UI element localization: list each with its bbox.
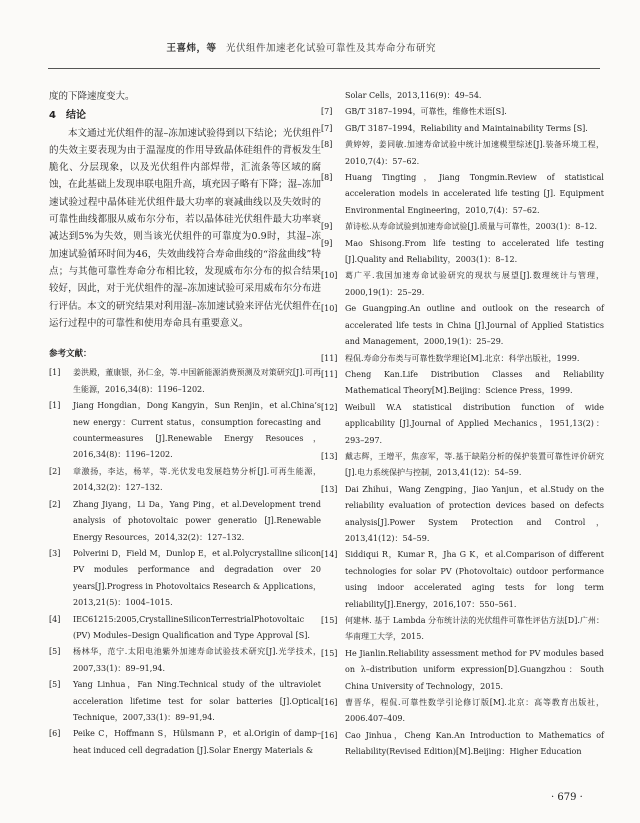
- reference-number: [321, 88, 345, 104]
- reference-text: Mao Shisong.From life testing to accelerated life testing [J].Quality and Reliability，2003(1)：8–12.: [345, 238, 604, 265]
- header-title: 光伏组件加速老化试验可靠性及其寿命分布研究: [225, 43, 436, 54]
- reference-item: [321, 547, 604, 613]
- reference-number: [16]: [321, 730, 338, 740]
- reference-item: [321, 236, 604, 269]
- reference-text: Peike C，Hoffmann S，Hülsmann P，et al.Origin of damp–heat induced cell degradation [J].Solar Energy Materials &: [73, 729, 321, 755]
- reference-text: Siddiqui R，Kumar R，Jha G K，et al.Comparison of different technologies for solar PV (Photovoltaic) outdoor performance using indoor accelerated aging tests for long term reliability[J].Energy，2016,107：550–561.: [345, 550, 604, 609]
- reference-item: [321, 121, 604, 137]
- reference-item: [321, 367, 604, 400]
- section-heading: [49, 107, 321, 124]
- reference-text: 曹晋华，程侃.可靠性数学引论修订版[M].北京：高等教育出版社，2006.407–409.: [345, 698, 604, 724]
- reference-text: Cao Jinhua，Cheng Kan.An Introduction to Mathematics of Reliability(Revised Edition)[M].Beijing：Higher Education: [345, 730, 604, 757]
- reference-number: [1]: [49, 368, 61, 378]
- reference-item: [321, 728, 604, 761]
- reference-text: He Jianlin.Reliability assessment method for PV modules based on λ–distribution uniform expression[D].Guangzhou：South China University of Technology，2015.: [345, 648, 604, 691]
- reference-number: [2]: [49, 499, 61, 509]
- reference-text: Huang Tingting，Jiang Tongmin.Review of statistical acceleration models in accelerated life testing [J]. Equipment Environmental Engineering，2010,7(4)：57–62.: [345, 173, 604, 215]
- reference-number: [11]: [321, 353, 338, 363]
- reference-item: [321, 646, 604, 695]
- reference-text: Polverini D，Field M，Dunlop E，et al.Polycrystalline silicon PV modules performance and degradation over 20 years[J].Progress in Photovoltaics Research & Applications，2013,21(5)：1004–1015.: [73, 548, 321, 608]
- header-authors: 王喜炜，等: [166, 43, 217, 54]
- reference-item: [49, 365, 321, 398]
- reference-item: [321, 268, 604, 301]
- references-title: 参考文献：: [49, 349, 92, 360]
- reference-number: [8]: [321, 173, 333, 183]
- reference-number: [9]: [321, 222, 333, 232]
- reference-number: [5]: [49, 647, 61, 657]
- reference-item: [49, 726, 321, 759]
- reference-text: 茆诗松.从寿命试验到加速寿命试验[J].质量与可靠性，2003(1)：8–12.: [345, 222, 598, 232]
- reference-number: [4]: [49, 614, 61, 624]
- reference-text: GB/T 3187–1994，Reliability and Maintainability Terms [S].: [345, 123, 588, 133]
- reference-number: [7]: [321, 123, 333, 133]
- reference-item: [321, 613, 604, 646]
- reference-item: [49, 398, 321, 464]
- reference-text: 章激扬，李达，杨苹，等.光伏发电发展趋势分析[J].可再生能源，2014,32(2)：127–132.: [73, 466, 321, 493]
- reference-item: [321, 449, 604, 482]
- reference-number: [5]: [49, 680, 61, 690]
- reference-item: [321, 482, 604, 548]
- reference-item: [321, 351, 604, 367]
- reference-number: [7]: [321, 107, 333, 117]
- reference-text: IEC61215:2005,CrystallineSiliconTerrestrialPhotovoltaic (PV) Modules–Design Qualification and Type Approval [S].: [73, 614, 310, 640]
- reference-text: 程侃.寿命分布类与可靠性数学理论[M].北京：科学出版社，1999.: [345, 353, 580, 363]
- reference-number: [11]: [321, 369, 338, 379]
- reference-number: [15]: [321, 648, 338, 658]
- header-text: [166, 40, 436, 54]
- references-list-left: [49, 365, 321, 759]
- section-number: 4: [49, 110, 56, 122]
- reference-number: [10]: [321, 271, 338, 281]
- reference-number: [15]: [321, 616, 338, 625]
- reference-text: Zhang Jiyang，Li Da，Yang Ping，et al.Development trend analysis of photovoltaic power generatio [J].Renewable Energy Resources，2014,32(2)：127–132.: [73, 499, 321, 542]
- reference-item: [321, 88, 604, 104]
- right-column: [321, 88, 604, 761]
- left-column: [49, 88, 321, 759]
- header-divider: [48, 68, 600, 69]
- reference-item: [49, 677, 321, 726]
- reference-item: [49, 464, 321, 497]
- reference-number: [14]: [321, 550, 338, 560]
- reference-number: [6]: [49, 729, 61, 739]
- reference-number: [13]: [321, 484, 338, 494]
- running-header: [0, 0, 640, 68]
- reference-item: [49, 612, 321, 645]
- reference-item: [321, 400, 604, 449]
- reference-text: Weibull W.A statistical distribution function of wide applicability [J].Journal of Applied Mechanics，1951,13(2)：293–297.: [345, 402, 604, 445]
- reference-item: [49, 497, 321, 546]
- reference-text: Cheng Kan.Life Distribution Classes and Reliability Mathematical Theory[M].Beijing：Science Press，1999.: [345, 369, 604, 396]
- intro-fragment: 度的下降速度变大。: [49, 91, 135, 102]
- reference-number: [12]: [321, 402, 338, 412]
- references-list-right: [321, 88, 604, 761]
- reference-text: 姜洪殿，董康银，孙仁金，等.中国新能源消费预测及对策研究[J].可再生能源，2016,34(8)：1196–1202.: [73, 368, 321, 394]
- reference-number: [10]: [321, 304, 338, 314]
- reference-item: [49, 546, 321, 612]
- reference-text: 杨林华，范宁.太阳电池紫外加速寿命试验技术研究[J].光学技术，2007,33(1)：89–91,94.: [73, 647, 321, 673]
- reference-text: Solar Cells，2013,116(9)：49–54.: [345, 91, 482, 100]
- reference-number: [1]: [49, 401, 61, 411]
- section-title: 结论: [65, 110, 86, 122]
- reference-text: Ge Guangping.An outline and outlook on the research of accelerated life tests in China [J].Journal of Applied Statistics and Management，2000,19(1)：25–29.: [345, 304, 604, 347]
- reference-number: [16]: [321, 698, 338, 708]
- reference-text: 黄婷婷，姜同敏.加速寿命试验中统计加速模型综述[J].装备环境工程，2010,7(4)：57–62.: [345, 140, 604, 166]
- reference-text: Dai Zhihui，Wang Zengping，Jiao Yanjun，et al.Study on the reliability evaluation of protection devices based on defects analysis[J].Power System Protection and Control，2013,41(12)：54–59.: [345, 484, 604, 543]
- reference-number: [8]: [321, 140, 333, 150]
- reference-item: [321, 104, 604, 120]
- reference-number: [2]: [49, 466, 61, 476]
- reference-item: [321, 170, 604, 219]
- reference-text: 何建林. 基于 Lambda 分布统计法的光伏组件可靠性评估方法[D].广州：华南理工大学，2015.: [345, 616, 604, 642]
- page-number: · 679 ·: [551, 792, 583, 803]
- reference-number: [3]: [49, 548, 61, 558]
- reference-item: [321, 301, 604, 350]
- reference-item: [321, 137, 604, 170]
- reference-text: GB/T 3187–1994，可靠性，维修性术语[S].: [345, 107, 507, 117]
- reference-item: [49, 644, 321, 677]
- reference-number: [9]: [321, 238, 333, 248]
- reference-text: Jiang Hongdian，Dong Kangyin，Sun Renjin，et al.China’s new energy：Current status，consumption forecasting and countermeasures [J].Renewable Energy Resouces，2016,34(8)：1196–1202.: [73, 401, 321, 460]
- conclusion-paragraph: 本文通过光伏组件的湿–冻加速试验得到以下结论；光伏组件的失效主要表现为由于温湿度的作用导致晶体硅组件的背板发生脆化、分层现象，以及光伏组件内部焊带，汇流条等区域的腐蚀，在此基础上发现串联电阻升高，填充因子略有下降；湿–冻加速试验过程中晶体硅光伏组件最大功率的衰减曲线以及失效时的可靠性曲线都服从威布尔分布，若以晶体硅光伏组件最大功率衰减达到5%为失效，则当该光伏组件的可靠度为0.9时，其湿–冻加速试验循环时间为46，失效曲线符合寿命曲线的“浴盆曲线”特点；与其他可靠性寿命分布相比较，发现威布尔分布的拟合结果较好，因此，对于光伏组件的湿–冻加速试验可采用威布尔分布进行评估。本文的研究结果对利用湿–冻加速试验来评估光伏组件在运行过程中的可靠性和使用寿命具有重要意义。: [49, 127, 321, 329]
- reference-item: [321, 695, 604, 728]
- reference-text: 葛广平.我国加速寿命试验研究的现状与展望[J].数理统计与管理，2000,19(1)：25–29.: [345, 271, 604, 297]
- reference-text: 戴志辉，王增平，焦彦军，等.基于缺陷分析的保护装置可靠性评价研究[J].电力系统保护与控制，2013,41(12)：54–59.: [345, 451, 604, 478]
- reference-number: [13]: [321, 451, 338, 461]
- reference-text: Yang Linhua，Fan Ning.Technical study of the ultraviolet acceleration lifetime test for solar batteries [J].Optical Technique，2007,33(1)：89–91,94.: [73, 680, 321, 722]
- reference-item: [321, 219, 604, 235]
